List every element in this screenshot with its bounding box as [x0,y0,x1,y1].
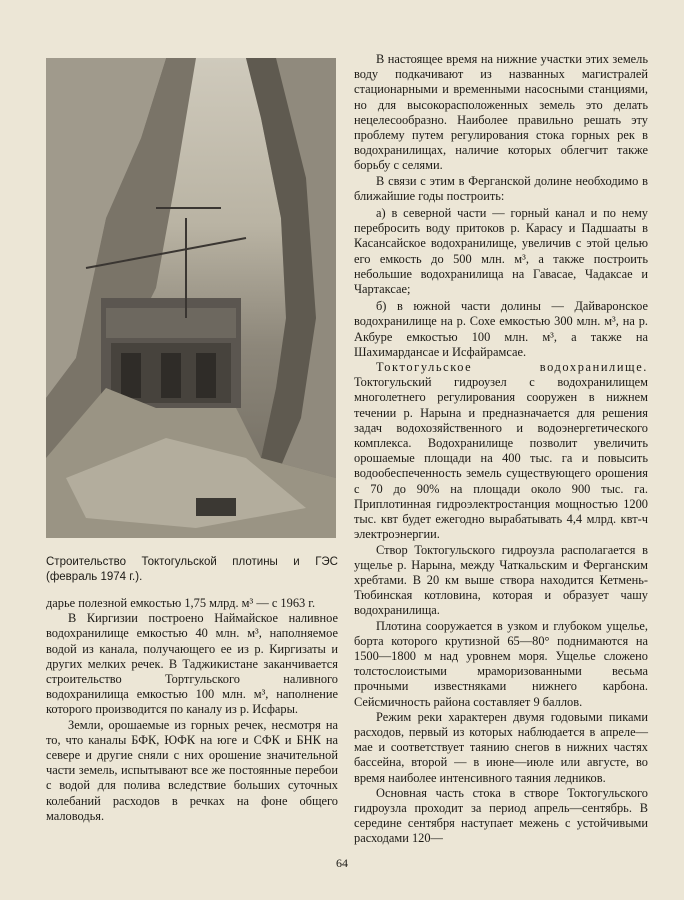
left-text-column [46,596,338,824]
photo-caption: Строительство Токтогульской плотины и ГЭС (февраль 1974 г.). [46,556,338,583]
section-body: Токтогульский гидроузел с водохранилищем многолетнего регулирования сооружен в нижнем течении р. Нарына и предназначается для решения задач водохозяйственного и водоэнергетического комплекса. Водохранилище позволит увеличить орошаемые площади на 400 тыс. га и повысить водообеспеченность земель существующего орошения с 70 до 90% на площади около 900 тыс. га. Приплотинная гидроэлектростанция мощностью 1200 тыс. квт будет ежегодно вырабатывать 4,4 млрд. квт-ч электроэнергии. [354,375,648,542]
section-heading: Токтогульское водохранилище. [376,360,648,375]
dam-construction-photo [46,58,336,538]
section-paragraph [354,360,648,542]
paragraph: Земли, орошаемые из горных речек, несмотря на то, что каналы БФК, ЮФК на юге и СФК и БНК на севере и другие сняли с них орошение значительной части земель, испытывают все же постоянные перебои с водой для полива вследствие больших суточных колебаний расходов в речках на фоне общего маловодья. [46,717,338,823]
page-number: 64 [336,856,348,870]
list-item-b: б) в южной части долины — Дайваронское водохранилище на р. Сохе емкостью 300 млн. м³, на р. Акбуре емкостью 100 млн. м³, а также на Шахимардансае и Исфайрамсае. [354,299,648,359]
dam-illustration [46,58,336,538]
right-text-column [354,52,648,847]
paragraph: В связи с этим в Ферганской долине необходимо в ближайшие годы построить: [354,173,648,203]
list-item-a: а) в северной части — горный канал и по нему перебросить воду притоков р. Карасу и Падшааты в Касансайское водохранилище, увеличив с этой целью его емкость до 500 млн. м³, а также построить небольшие водохранилища на Гавасае, Чадаксае и Чартаксае; [354,206,648,297]
paragraph: Плотина сооружается в узком и глубоком ущелье, борта которого крутизной 65—80° поднимаются на 1500—1800 м над уровнем моря. Ущелье сложено толстослоистыми мраморизованными весьма прочными известняками нижнего карбона. Сейсмичность района составляет 9 баллов. [354,618,648,709]
paragraph: дарье полезной емкостью 1,75 млрд. м³ — с 1963 г. [46,596,316,610]
paragraph: В настоящее время на нижние участки этих земель воду подкачивают из названных магистралей стационарными и временными насосными станциями, но для высокорасположенных земель это делать нецелесообразно. Наиболее правильно решать эту проблему путем регулирования стока горных рек в водохранилищах, наличие которых облегчит также борьбу с селями. [354,52,648,173]
paragraph: Створ Токтогульского гидроузла располагается в ущелье р. Нарына, между Чаткальским и Ферганским хребтами. В 20 км выше створа находится Кетмень-Тюбинская котловина, которая и образует чашу водохранилища. [354,542,648,618]
paragraph: Режим реки характерен двумя годовыми пиками расходов, первый из которых наблюдается в апреле—мае и соответствует таянию снегов в нижних частях бассейна, второй — в июне—июле или августе, во время наиболее интенсивного таяния ледников. [354,709,648,785]
paragraph: В Киргизии построено Наймайское наливное водохранилище емкостью 40 млн. м³, наполняемое водой из канала, получающего ее из р. Киргизаты и других мелких речек. В Таджикистане заканчивается строительство Тортгульского наливного водохранилища емкостью 100 млн. м³, наполнение которого производится по каналу из р. Исфары. [46,611,338,717]
paragraph: Основная часть стока в створе Токтогульского гидроузла проходит за период апрель—сентябрь. В середине сентября наступает межень с устойчивыми расходами 120— [354,785,648,846]
